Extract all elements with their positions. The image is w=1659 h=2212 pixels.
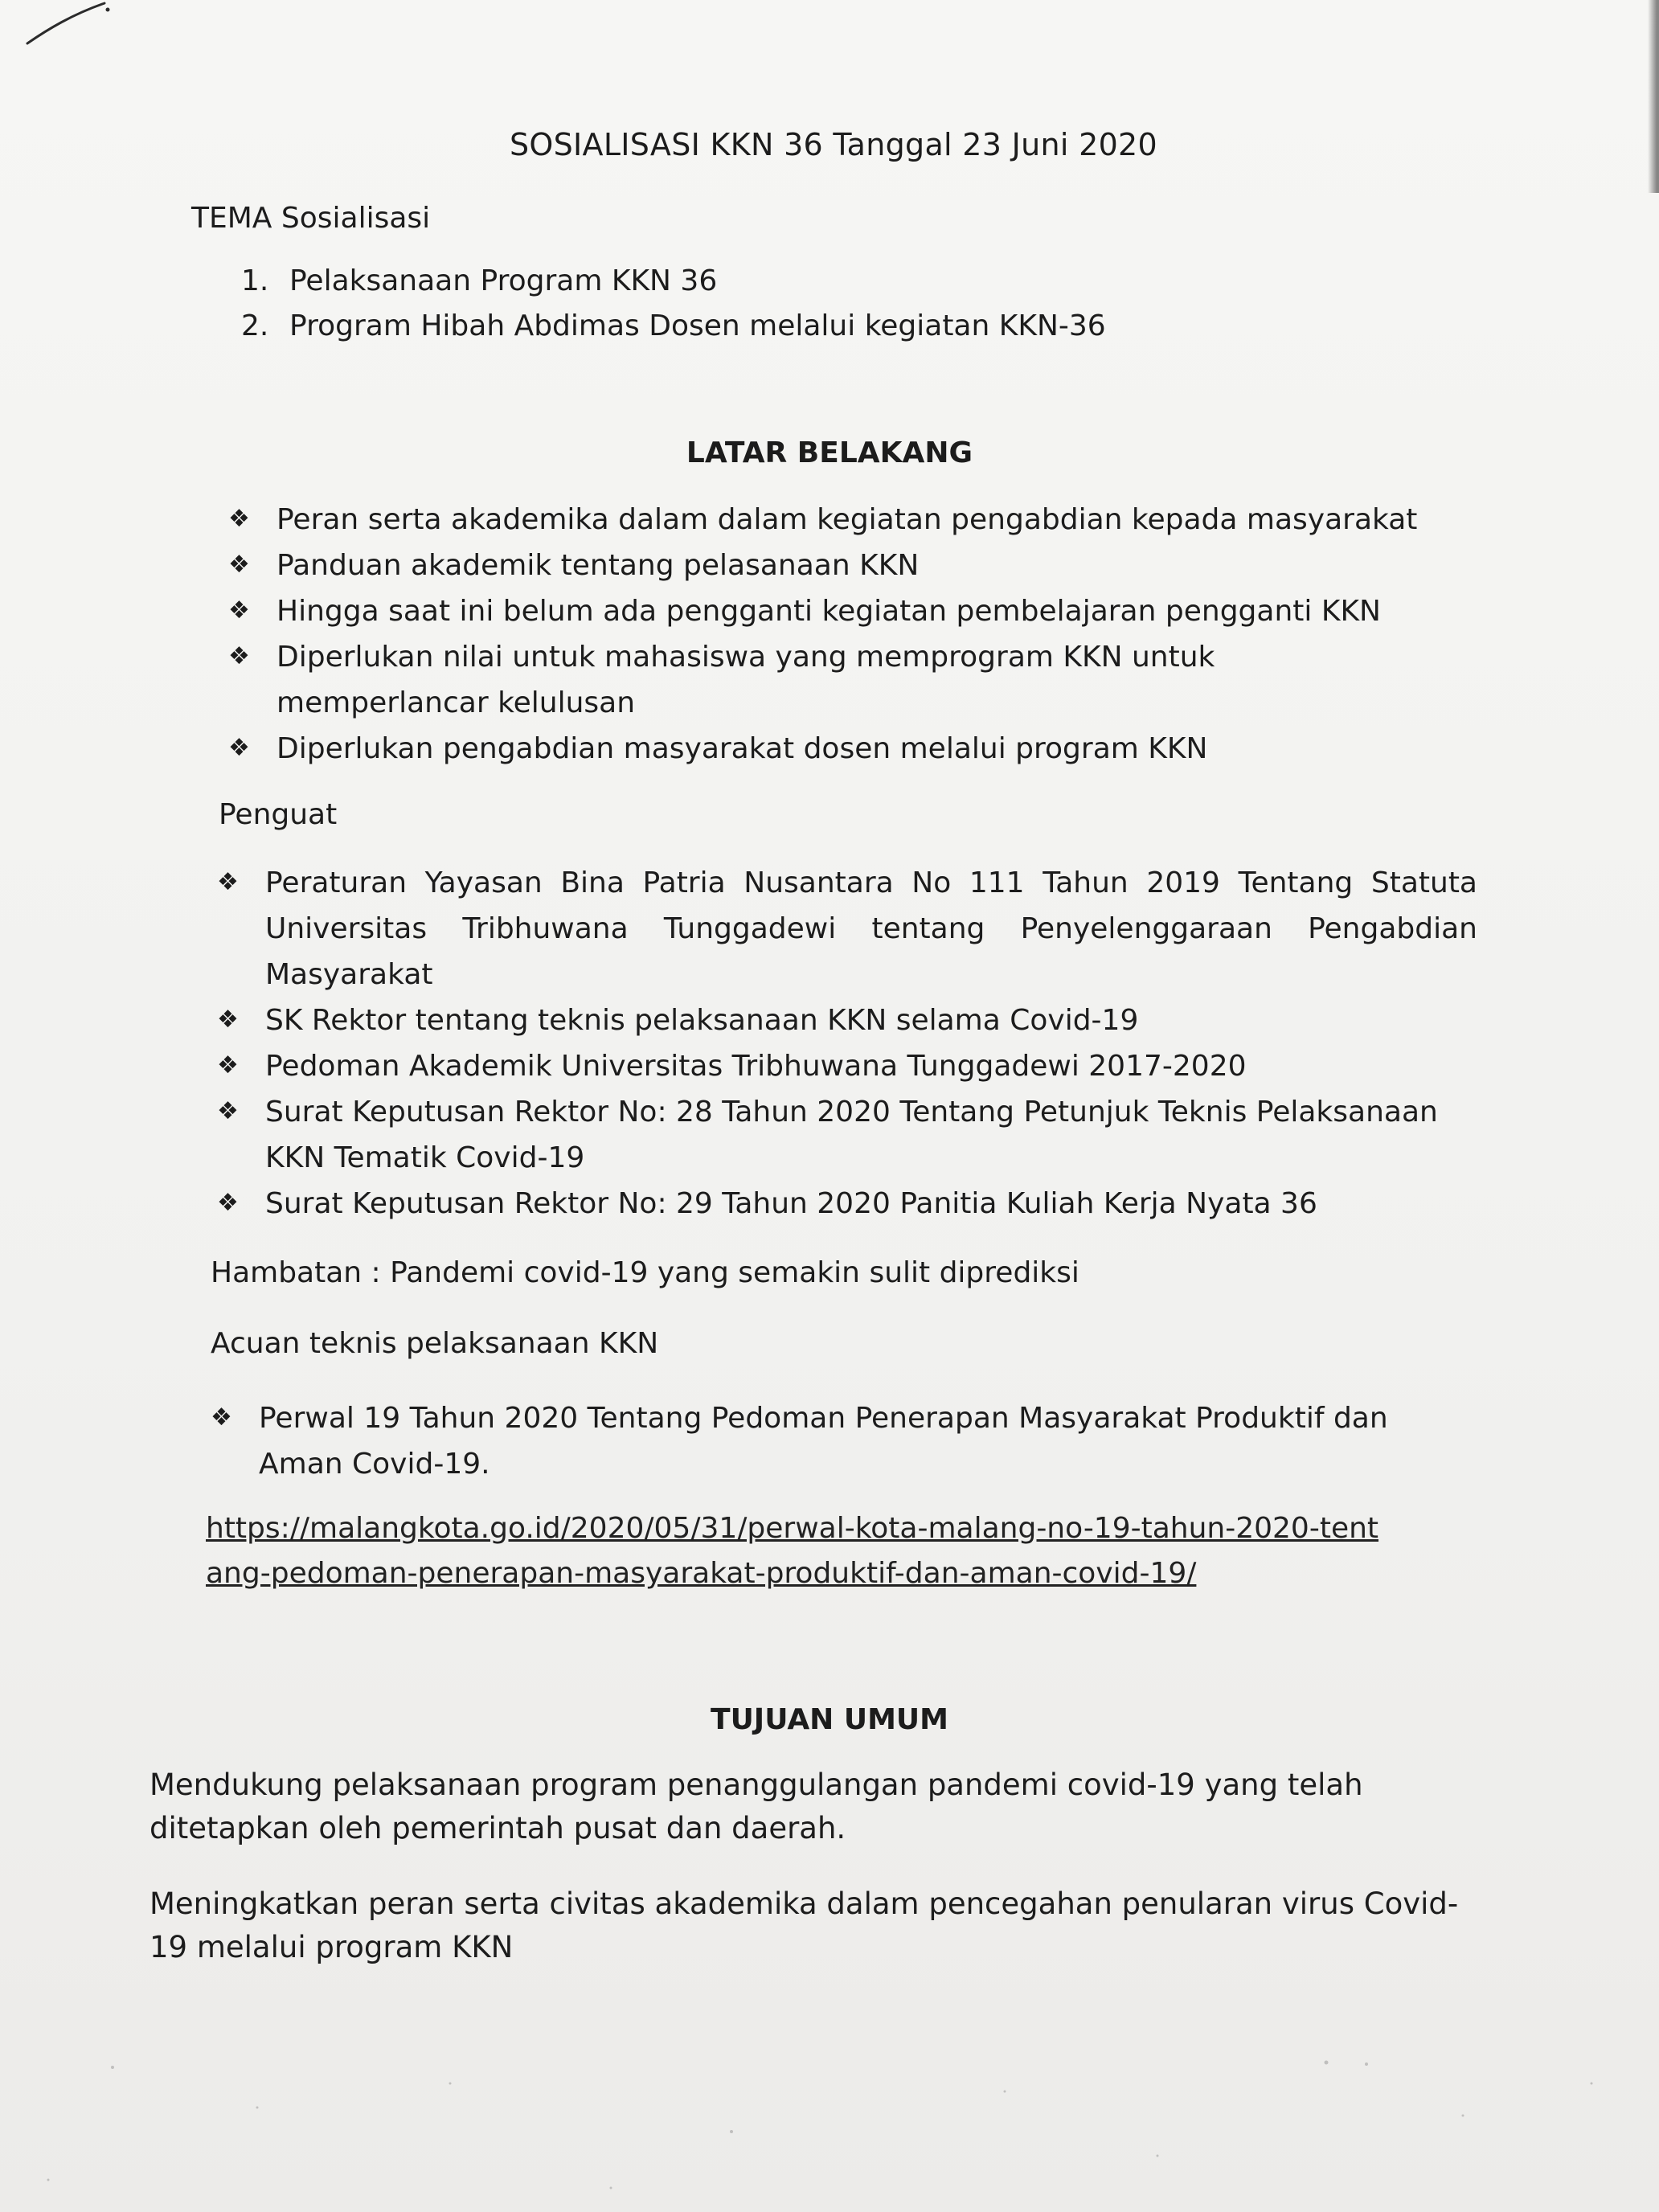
list-item	[217, 1089, 1479, 1181]
diamond-bullet-icon: ❖	[217, 1051, 239, 1079]
diamond-bullet-icon: ❖	[228, 734, 250, 762]
list-item	[217, 1181, 1479, 1227]
tema-list	[241, 259, 1106, 349]
diamond-bullet-icon: ❖	[228, 596, 250, 625]
list-item	[228, 726, 1418, 772]
list-text: Pelaksanaan Program KKN 36	[289, 264, 718, 297]
list-item	[217, 860, 1479, 997]
list-item	[211, 1395, 1432, 1487]
list-item	[241, 259, 1106, 304]
latar-list	[228, 497, 1418, 772]
list-text: Diperlukan nilai untuk mahasiswa yang memprogram KKN untuk memperlancar kelulusan	[276, 641, 1215, 719]
penguat-list	[217, 860, 1479, 1227]
tujuan-umum-heading: TUJUAN UMUM	[711, 1703, 948, 1736]
latar-belakang-heading: LATAR BELAKANG	[686, 436, 973, 469]
diamond-bullet-icon: ❖	[228, 505, 250, 533]
list-item	[228, 543, 1418, 588]
list-text: Panduan akademik tentang pelasanaan KKN	[276, 549, 920, 582]
list-item	[217, 997, 1479, 1043]
diamond-bullet-icon: ❖	[217, 1006, 239, 1034]
perwal-link[interactable]: https://malangkota.go.id/2020/05/31/perwal-kota-malang-no-19-tahun-2020-tentang-pedoman-penerapan-masyarakat-produktif-dan-aman-covid-19/	[206, 1512, 1379, 1590]
penguat-label: Penguat	[219, 798, 338, 831]
tema-label: TEMA Sosialisasi	[191, 202, 431, 235]
list-text: Surat Keputusan Rektor No: 28 Tahun 2020 Tentang Petunjuk Teknis Pelaksanaan KKN Tematik Covid-19	[265, 1096, 1438, 1174]
diamond-bullet-icon: ❖	[228, 642, 250, 670]
list-number: 2.	[241, 309, 269, 342]
list-text: Hingga saat ini belum ada pengganti kegiatan pembelajaran pengganti KKN	[276, 595, 1381, 628]
tujuan-paragraph-1: Mendukung pelaksanaan program penanggulangan pandemi covid-19 yang telah ditetapkan oleh pemerintah pusat dan daerah.	[150, 1768, 1363, 1845]
list-text: Program Hibah Abdimas Dosen melalui kegiatan KKN-36	[289, 309, 1106, 342]
list-text: Pedoman Akademik Universitas Tribhuwana Tunggadewi 2017-2020	[265, 1050, 1247, 1083]
list-text: Diperlukan pengabdian masyarakat dosen melalui program KKN	[276, 732, 1208, 765]
list-text: Peraturan Yayasan Bina Patria Nusantara No 111 Tahun 2019 Tentang Statuta Universitas Tribhuwana Tunggadewi tentang Penyelenggaraan Pengabdian Masyarakat	[265, 866, 1477, 991]
list-text: Perwal 19 Tahun 2020 Tentang Pedoman Penerapan Masyarakat Produktif dan Aman Covid-19.	[259, 1402, 1388, 1481]
document-title: SOSIALISASI KKN 36 Tanggal 23 Juni 2020	[509, 127, 1158, 162]
diamond-bullet-icon: ❖	[217, 868, 239, 896]
scan-noise-dots	[0, 2035, 1659, 2212]
list-item	[228, 634, 1418, 726]
diamond-bullet-icon: ❖	[211, 1403, 232, 1432]
list-text: Peran serta akademika dalam dalam kegiatan pengabdian kepada masyarakat	[276, 503, 1418, 536]
list-item	[228, 497, 1418, 543]
list-text: Surat Keputusan Rektor No: 29 Tahun 2020 Panitia Kuliah Kerja Nyata 36	[265, 1187, 1317, 1220]
diamond-bullet-icon: ❖	[217, 1189, 239, 1217]
hambatan-text: Hambatan : Pandemi covid-19 yang semakin sulit diprediksi	[211, 1256, 1079, 1289]
list-item	[217, 1043, 1479, 1089]
pen-stroke-mark	[24, 0, 113, 48]
list-number: 1.	[241, 264, 269, 297]
tujuan-paragraph-2: Meningkatkan peran serta civitas akademika dalam pencegahan penularan virus Covid-19 melalui program KKN	[150, 1886, 1459, 1964]
acuan-label: Acuan teknis pelaksanaan KKN	[211, 1327, 659, 1360]
list-item	[228, 588, 1418, 634]
list-item	[241, 304, 1106, 349]
diamond-bullet-icon: ❖	[228, 551, 250, 579]
list-text: SK Rektor tentang teknis pelaksanaan KKN selama Covid-19	[265, 1004, 1139, 1037]
diamond-bullet-icon: ❖	[217, 1097, 239, 1125]
acuan-list	[211, 1395, 1432, 1487]
